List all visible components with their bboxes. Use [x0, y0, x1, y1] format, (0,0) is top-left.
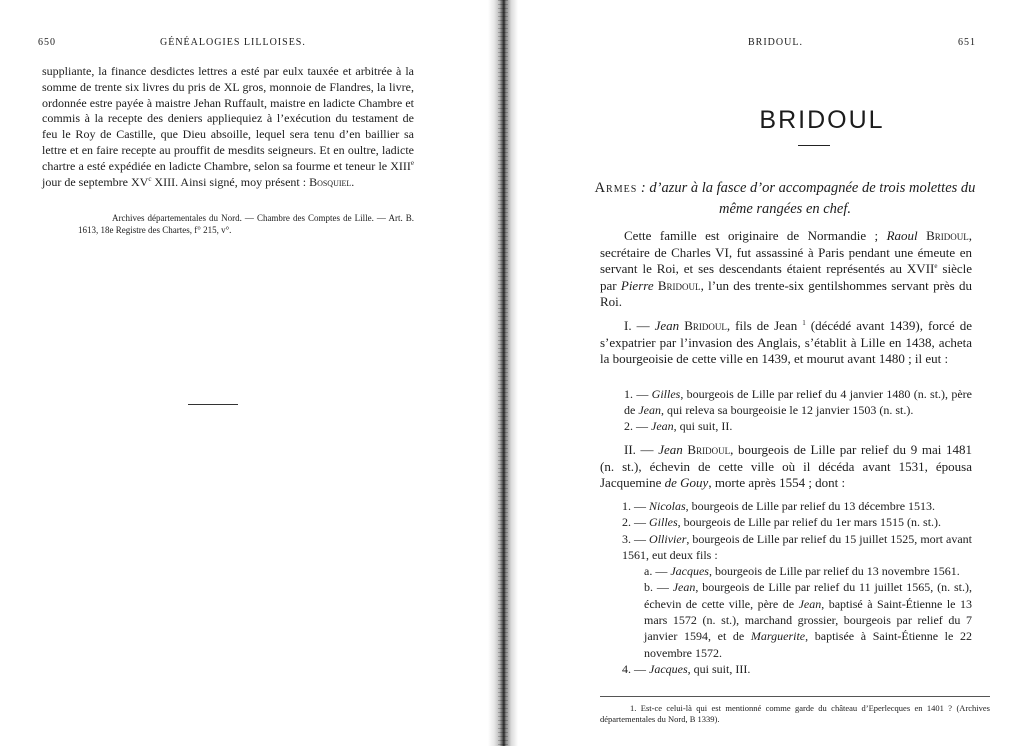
right-running-title: BRIDOUL. — [748, 37, 803, 48]
generation-2-paragraph: II. — Jean Bridoul, bourgeois de Lille par relief du 9 mai 1481 (n. st.), échevin de cette ville où il décéda avant 1531, épousa Jacquemine de Gouy, morte après 1554 ; dont : — [600, 442, 972, 490]
book-gutter — [488, 0, 518, 746]
generation-1-children — [600, 386, 972, 434]
list-item: 1. — Nicolas, bourgeois de Lille par relief du 13 décembre 1513. — [622, 499, 936, 513]
right-page — [522, 0, 1024, 746]
generation-2-children — [600, 498, 972, 677]
left-running-title: GÉNÉALOGIES LILLOISES. — [160, 37, 306, 48]
left-page-number: 650 — [38, 37, 56, 48]
list-item: b. — Jean, bourgeois de Lille par relief du 11 juillet 1565, (n. st.), échevin de cette ville, père de Jean, baptisé à Saint-Étienne le 13 mars 1572 (n. st.), marchand grossier, bourgeois par relief du 7 janvier 1594, et de Marguerite, baptisée à Saint-Étienne le 22 novembre 1572. — [644, 580, 972, 660]
footnote-rule — [600, 696, 990, 697]
signature: Bosquiel. — [309, 174, 355, 189]
right-page-number: 651 — [958, 37, 976, 48]
family-intro-paragraph: Cette famille est originaire de Normandie ; Raoul Bridoul, secrétaire de Charles VI, fut assassiné à Paris pendant une émeute en servant le Roi, et ses descendants étaient représentés au XVIIe siècle par Pierre Bridoul, l’un des trente-six gentilshommes servant près du Roi. — [600, 228, 973, 309]
left-end-rule — [188, 404, 238, 405]
family-title: BRIDOUL — [759, 106, 885, 134]
left-page — [0, 0, 470, 746]
left-body-text: suppliante, la finance desdictes lettres a esté par eulx tauxée et arbitrée à la somme de trente six livres du pris de XL gros, monnoie de Flandres, la livre, ordonnée estre payée à maistre Jehan Ruffault, maistre en ladicte Chambre et commis à la recepte des deniers appliequiez à l’exécution du testament de feu le Roy de Castille, que Dieu absoille, lequel sera tenu d’en baillier sa lettre et en faire recepte au prouffit de mesdits seigneurs. Et en oultre, ladicte chartre a esté expédiée en ladicte Chambre, selon sa fourme et teneur le XIIIe jour de septembre $XV^c$ XIII. Ainsi signé, moy présent : Bosquiel. — [42, 64, 414, 189]
list-item: a. — Jacques, bourgeois de Lille par relief du 13 novembre 1561. — [644, 564, 960, 579]
list-item: 1. — Gilles, bourgeois de Lille par relief du 4 janvier 1480 (n. st.), père de Jean, qui releva sa bourgeoisie le 12 janvier 1503 (n. st.). — [624, 387, 972, 417]
footnote: 1. Est-ce celui-là qui est mentionné comme garde du château d’Eperlecques en 1401 ? (Archives départementales du Nord, B 1339). — [600, 703, 990, 724]
list-item: 2. — Gilles, bourgeois de Lille par relief du 1er mars 1515 (n. st.). — [622, 515, 942, 530]
left-source-citation: Archives départementales du Nord. — Chambre des Comptes de Lille. — Art. B. 1613, 18e Registre des Chartes, f° 215, v°. — [78, 213, 414, 235]
coat-of-arms-description: Armes : d’azur à la fasce d’or accompagnée de trois molettes du même rangées en chef. — [594, 180, 976, 217]
list-item: 4. — Jacques, qui suit, III. — [622, 661, 751, 676]
list-item: 2. — Jean, qui suit, II. — [624, 419, 733, 433]
title-rule — [798, 145, 830, 146]
generation-1-paragraph: I. — Jean Bridoul, fils de Jean $^1$ (décédé avant 1439), forcé de s’expatrier par l’invasion des Anglais, s’établit à Lille en 1438, acheta la bourgeoisie de cette ville en 1439, et mourut avant 1480 ; il eut : — [600, 318, 973, 366]
list-item: 3. — Ollivier, bourgeois de Lille par relief du 15 juillet 1525, mort avant 1561, eut deux fils : — [622, 531, 973, 562]
footnote-ref: 1 — [802, 319, 806, 327]
